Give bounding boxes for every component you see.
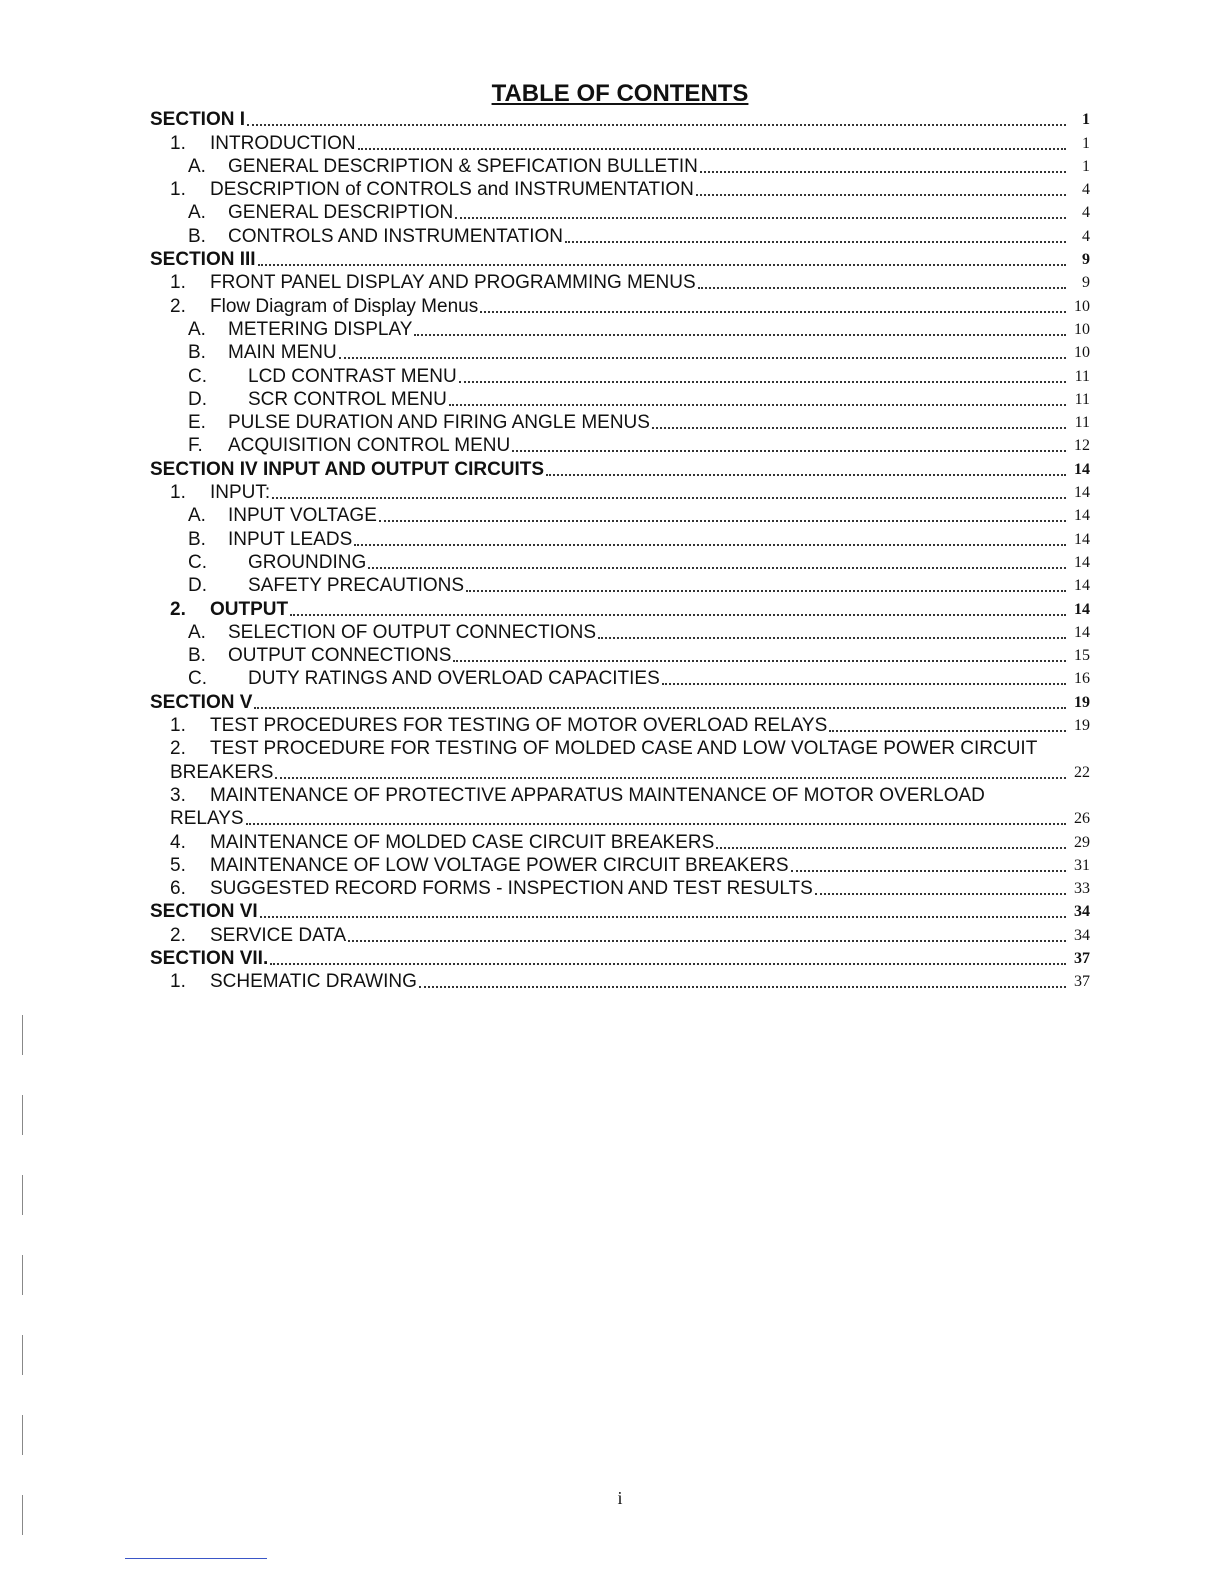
dot-leader [698, 286, 1066, 289]
toc-entry[interactable] [150, 667, 1090, 690]
scan-edge-mark [22, 1255, 23, 1295]
scan-edge-mark [22, 1175, 23, 1215]
toc-entry-label: INTRODUCTION [210, 132, 356, 154]
toc-entry-label: SECTION IV INPUT AND OUTPUT CIRCUITS [150, 458, 545, 480]
toc-entry-label: INPUT LEADS [228, 528, 353, 550]
toc-entry-number: A. [188, 505, 206, 527]
toc-entry-label: SECTION VII. [150, 947, 269, 969]
toc-entry-page: 11 [1074, 390, 1090, 408]
scan-edge-mark [22, 1095, 23, 1135]
toc-entry-page: 10 [1074, 344, 1090, 362]
toc-entry[interactable] [150, 714, 1090, 737]
toc-entry-label: FRONT PANEL DISPLAY AND PROGRAMMING MENUS [210, 272, 696, 294]
toc-entry-page: 14 [1074, 484, 1090, 502]
toc-entry-page: 11 [1074, 414, 1090, 432]
toc-entry-number: A. [188, 318, 206, 340]
dot-leader [466, 589, 1066, 592]
dot-leader [455, 216, 1066, 219]
toc-entry-label: INPUT VOLTAGE [228, 505, 377, 527]
dot-leader [348, 939, 1066, 942]
toc-entry-page: 19 [1074, 717, 1090, 735]
toc-entry-label: OUTPUT CONNECTIONS [228, 645, 452, 667]
toc-entry-label: TEST PROCEDURE FOR TESTING OF MOLDED CASE AND LOW VOLTAGE POWER CIRCUIT [210, 738, 1038, 760]
toc-entry-number: D. [188, 388, 207, 410]
dot-leader [565, 240, 1066, 243]
toc-entry-label: DESCRIPTION of CONTROLS and INSTRUMENTATION [210, 179, 694, 201]
dot-leader [258, 263, 1066, 266]
toc-entry-label: SAFETY PRECAUTIONS [248, 575, 465, 597]
dot-leader [791, 869, 1066, 872]
toc-entry-label: MAINTENANCE OF MOLDED CASE CIRCUIT BREAKERS [210, 831, 715, 853]
toc-entry[interactable] [150, 923, 1090, 946]
toc-entry-page: 4 [1082, 181, 1090, 199]
toc-entry-number: C. [188, 365, 207, 387]
toc-entry-page: 34 [1074, 926, 1090, 944]
toc-entry-label: RELAYS [170, 808, 244, 830]
toc-entry[interactable] [150, 551, 1090, 574]
toc-entry[interactable] [150, 434, 1090, 457]
dot-leader [254, 706, 1066, 709]
toc-entry-number: B. [188, 528, 206, 550]
toc-entry-number: C. [188, 551, 207, 573]
toc-entry[interactable] [150, 108, 1090, 131]
toc-entry[interactable] [150, 364, 1090, 387]
toc-entry-label: TEST PROCEDURES FOR TESTING OF MOTOR OVERLOAD RELAYS [210, 715, 828, 737]
toc-entry-page: 11 [1074, 367, 1090, 385]
dot-leader [379, 519, 1066, 522]
toc-entry[interactable] [150, 457, 1090, 480]
toc-entry-number: 4. [170, 831, 186, 853]
toc-entry-number: 2. [170, 738, 186, 760]
dot-leader [829, 729, 1066, 732]
scan-edge-mark [22, 1015, 23, 1055]
dot-leader [358, 147, 1066, 150]
toc-entry-number: 2. [170, 598, 186, 620]
dot-leader [512, 449, 1066, 452]
toc-entry-label: BREAKERS [170, 761, 274, 783]
toc-entry-label: GROUNDING [248, 551, 367, 573]
toc-entry[interactable] [150, 830, 1090, 853]
dot-leader [260, 915, 1066, 918]
toc-entry-label: CONTROLS AND INSTRUMENTATION [228, 225, 563, 247]
toc-entry[interactable] [150, 224, 1090, 247]
dot-leader [598, 636, 1066, 639]
toc-entry-label: SERVICE DATA [210, 924, 347, 946]
toc-entry-label: MAINTENANCE OF LOW VOLTAGE POWER CIRCUIT BREAKERS [210, 854, 789, 876]
toc-entry-page: 14 [1074, 553, 1090, 571]
toc-entry-page: 37 [1074, 949, 1090, 967]
toc-entry-page: 19 [1074, 693, 1090, 711]
toc-entry-number: 2. [170, 924, 186, 946]
toc-entry-number: 1. [170, 179, 186, 201]
toc-entry-number: 2. [170, 295, 186, 317]
toc-entry-number: B. [188, 645, 206, 667]
table-of-contents [150, 108, 1090, 993]
toc-entry-page: 4 [1082, 227, 1090, 245]
toc-entry[interactable] [150, 504, 1090, 527]
dot-leader [700, 170, 1066, 173]
toc-entry-label: DUTY RATINGS AND OVERLOAD CAPACITIES [248, 668, 660, 690]
toc-entry[interactable] [150, 248, 1090, 271]
toc-entry-page: 9 [1082, 251, 1090, 269]
toc-entry[interactable] [150, 737, 1090, 760]
toc-entry-page: 9 [1082, 274, 1090, 292]
toc-entry-page: 1 [1082, 111, 1090, 129]
toc-entry-number: B. [188, 342, 206, 364]
dot-leader [419, 985, 1066, 988]
dot-leader [696, 193, 1066, 196]
dot-leader [272, 496, 1066, 499]
toc-entry-page: 14 [1074, 460, 1090, 478]
toc-entry-page: 4 [1082, 204, 1090, 222]
toc-entry[interactable] [150, 947, 1090, 970]
toc-entry-number: 1. [170, 272, 186, 294]
toc-entry-page: 15 [1074, 647, 1090, 665]
toc-entry-label: SECTION I [150, 109, 246, 131]
toc-entry[interactable] [150, 155, 1090, 178]
toc-entry-page: 14 [1074, 530, 1090, 548]
page-title: TABLE OF CONTENTS [491, 80, 749, 107]
toc-entry[interactable] [150, 201, 1090, 224]
toc-entry-page: 14 [1074, 577, 1090, 595]
dot-leader [480, 310, 1066, 313]
toc-entry-page: 22 [1074, 763, 1090, 781]
toc-entry[interactable] [150, 411, 1090, 434]
toc-entry-page: 37 [1074, 973, 1090, 991]
toc-entry[interactable] [150, 597, 1090, 620]
toc-entry-number: 1. [170, 715, 186, 737]
toc-entry-page: 10 [1074, 320, 1090, 338]
dot-leader [662, 682, 1066, 685]
toc-entry-label: LCD CONTRAST MENU [248, 365, 457, 387]
dot-leader [246, 822, 1066, 825]
scan-edge-mark [22, 1415, 23, 1455]
dot-leader [270, 962, 1066, 965]
toc-entry-label: SELECTION OF OUTPUT CONNECTIONS [228, 621, 597, 643]
toc-entry[interactable] [150, 341, 1090, 364]
toc-entry[interactable] [150, 784, 1090, 807]
toc-entry[interactable] [150, 807, 1090, 830]
dot-leader [368, 566, 1066, 569]
toc-entry[interactable] [150, 644, 1090, 667]
toc-entry-number: A. [188, 155, 206, 177]
toc-entry[interactable] [150, 900, 1090, 923]
scan-edge-mark [22, 1335, 23, 1375]
toc-entry-page: 1 [1082, 134, 1090, 152]
dot-leader [815, 892, 1066, 895]
toc-entry[interactable] [150, 621, 1090, 644]
dot-leader [716, 846, 1066, 849]
dot-leader [247, 123, 1066, 126]
toc-entry-label: MAIN MENU [228, 342, 337, 364]
toc-entry-page: 29 [1074, 833, 1090, 851]
toc-entry-number: A. [188, 621, 206, 643]
toc-entry-page: 26 [1074, 810, 1090, 828]
scan-edge-mark [22, 1495, 23, 1535]
toc-entry[interactable] [150, 131, 1090, 154]
dot-leader [339, 356, 1066, 359]
toc-entry[interactable] [150, 760, 1090, 783]
toc-entry-page: 33 [1074, 880, 1090, 898]
toc-entry-number: E. [188, 412, 206, 434]
toc-entry-label: SCR CONTROL MENU [248, 388, 447, 410]
toc-entry-number: 5. [170, 854, 186, 876]
dot-leader [449, 403, 1066, 406]
toc-entry-label: METERING DISPLAY [228, 318, 413, 340]
toc-entry-number: 3. [170, 784, 186, 806]
toc-entry[interactable] [150, 318, 1090, 341]
toc-entry[interactable] [150, 481, 1090, 504]
toc-entry[interactable] [150, 970, 1090, 993]
toc-entry-label: INPUT: [210, 482, 271, 504]
toc-entry-page: 12 [1074, 437, 1090, 455]
toc-entry-label: SECTION V [150, 691, 253, 713]
toc-entry-number: F. [188, 435, 203, 457]
toc-entry[interactable] [150, 178, 1090, 201]
dot-leader [546, 473, 1066, 476]
toc-entry-number: C. [188, 668, 207, 690]
dot-leader [453, 659, 1066, 662]
toc-entry[interactable] [150, 574, 1090, 597]
toc-entry[interactable] [150, 854, 1090, 877]
toc-entry-page: 34 [1074, 903, 1090, 921]
toc-entry-label: SCHEMATIC DRAWING [210, 971, 417, 993]
toc-entry-number: 1. [170, 971, 186, 993]
dot-leader [275, 776, 1066, 779]
toc-entry-label: OUTPUT [210, 598, 289, 620]
toc-entry-page: 14 [1074, 600, 1090, 618]
dot-leader [652, 426, 1066, 429]
toc-entry-page: 14 [1074, 623, 1090, 641]
toc-entry[interactable] [150, 388, 1090, 411]
scan-artifact-line [125, 1558, 267, 1559]
toc-entry-label: MAINTENANCE OF PROTECTIVE APPARATUS MAINTENANCE OF MOTOR OVERLOAD [210, 784, 985, 806]
toc-entry[interactable] [150, 294, 1090, 317]
dot-leader [414, 333, 1066, 336]
toc-entry-label: GENERAL DESCRIPTION [228, 202, 454, 224]
toc-entry[interactable] [150, 690, 1090, 713]
toc-entry[interactable] [150, 271, 1090, 294]
toc-entry-page: 1 [1082, 157, 1090, 175]
dot-leader [290, 613, 1066, 616]
dot-leader [459, 380, 1066, 383]
toc-entry-page: 14 [1074, 507, 1090, 525]
dot-leader [354, 543, 1066, 546]
toc-entry-label: SUGGESTED RECORD FORMS - INSPECTION AND TEST RESULTS [210, 878, 813, 900]
page-number-footer: i [617, 1488, 623, 1508]
toc-entry-number: B. [188, 225, 206, 247]
toc-entry-number: A. [188, 202, 206, 224]
toc-entry-label: Flow Diagram of Display Menus [210, 295, 479, 317]
toc-entry-number: 1. [170, 482, 186, 504]
toc-entry-number: 1. [170, 132, 186, 154]
toc-entry-page: 16 [1074, 670, 1090, 688]
toc-entry-number: 6. [170, 878, 186, 900]
toc-entry-number: D. [188, 575, 207, 597]
toc-entry[interactable] [150, 877, 1090, 900]
toc-entry-page: 31 [1074, 856, 1090, 874]
toc-entry-label: PULSE DURATION AND FIRING ANGLE MENUS [228, 412, 650, 434]
toc-entry-label: GENERAL DESCRIPTION & SPEFICATION BULLETIN [228, 155, 698, 177]
toc-entry-page: 10 [1074, 297, 1090, 315]
toc-entry[interactable] [150, 527, 1090, 550]
toc-entry-label: SECTION VI [150, 901, 258, 923]
toc-entry-label: SECTION III [150, 249, 256, 271]
toc-entry-label: ACQUISITION CONTROL MENU [228, 435, 511, 457]
